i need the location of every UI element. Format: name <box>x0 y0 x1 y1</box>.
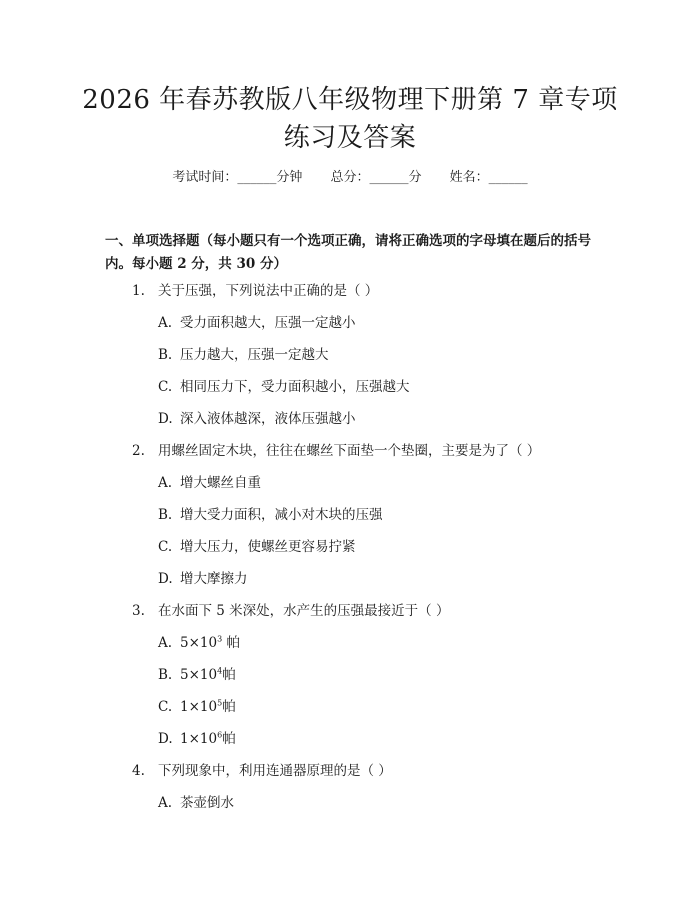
option-label: D. <box>158 731 173 747</box>
option-unit: 帕 <box>222 699 236 715</box>
option <box>158 794 234 812</box>
option <box>158 730 236 748</box>
page-title-line2: 练习及答案 <box>283 123 417 153</box>
option <box>158 474 261 492</box>
option-label: A. <box>158 475 173 491</box>
question <box>132 282 378 300</box>
question-text: 用螺丝固定木块，往往在螺丝下面垫一个垫圈，主要是为了（ ） <box>158 443 541 459</box>
option-text: 受力面积越大，压强一定越小 <box>180 315 356 331</box>
option-label: C. <box>158 699 173 715</box>
option-unit: 帕 <box>222 667 236 683</box>
option-text: 压力越大，压强一定越大 <box>180 347 329 363</box>
option-text: 增大压力，使螺丝更容易拧紧 <box>180 539 356 555</box>
option-base: 5×10 <box>180 667 218 683</box>
student-name: 姓名：______ <box>449 170 528 185</box>
option-label: D. <box>158 411 173 427</box>
option-label: C. <box>158 379 173 395</box>
question-text: 下列现象中，利用连通器原理的是（ ） <box>158 763 392 779</box>
option-label: B. <box>158 667 173 683</box>
option-text: 深入液体越深，液体压强越小 <box>180 411 356 427</box>
option-label: D. <box>158 571 173 587</box>
option <box>158 634 240 652</box>
section-heading: 一、单项选择题（每小题只有一个选项正确，请将正确选项的字母填在题后的括号内。每小题 2 分，共 30 分） <box>105 233 591 272</box>
option-exponent: 3 <box>217 634 223 644</box>
option-exponent: 4 <box>217 666 223 676</box>
question-text: 关于压强，下列说法中正确的是（ ） <box>158 283 379 299</box>
exam-info <box>0 169 700 187</box>
option-label: A. <box>158 635 173 651</box>
question-number: 1. <box>132 283 145 299</box>
option-exponent: 6 <box>217 730 223 740</box>
option-label: A. <box>158 795 173 811</box>
option-unit: 帕 <box>222 635 240 651</box>
option <box>158 378 410 396</box>
option <box>158 410 356 428</box>
question <box>132 442 540 460</box>
option <box>158 346 329 364</box>
option-base: 1×10 <box>180 699 218 715</box>
question-number: 4. <box>132 763 145 779</box>
option <box>158 666 236 684</box>
question <box>132 602 449 620</box>
option-base: 1×10 <box>180 731 218 747</box>
option <box>158 314 356 332</box>
option-label: C. <box>158 539 173 555</box>
page-title: 2026 年春苏教版八年级物理下册第 7 章专项 <box>82 85 618 115</box>
option <box>158 570 248 588</box>
option-label: B. <box>158 507 173 523</box>
question <box>132 762 392 780</box>
option-exponent: 5 <box>217 698 223 708</box>
option <box>158 506 383 524</box>
exam-time: 考试时间：______分钟 <box>172 170 303 185</box>
option-text: 增大受力面积，减小对木块的压强 <box>180 507 383 523</box>
option-base: 5×10 <box>180 635 218 651</box>
option-text: 增大螺丝自重 <box>180 475 261 491</box>
question-number: 2. <box>132 443 145 459</box>
question-number: 3. <box>132 603 145 619</box>
option <box>158 538 356 556</box>
option-label: B. <box>158 347 173 363</box>
option-text: 茶壶倒水 <box>180 795 234 811</box>
option-label: A. <box>158 315 173 331</box>
option-text: 增大摩擦力 <box>180 571 248 587</box>
option <box>158 698 236 716</box>
option-text: 相同压力下，受力面积越小，压强越大 <box>180 379 410 395</box>
total-score: 总分：______分 <box>330 170 422 185</box>
option-unit: 帕 <box>222 731 236 747</box>
question-text: 在水面下 5 米深处，水产生的压强最接近于（ ） <box>158 603 450 619</box>
